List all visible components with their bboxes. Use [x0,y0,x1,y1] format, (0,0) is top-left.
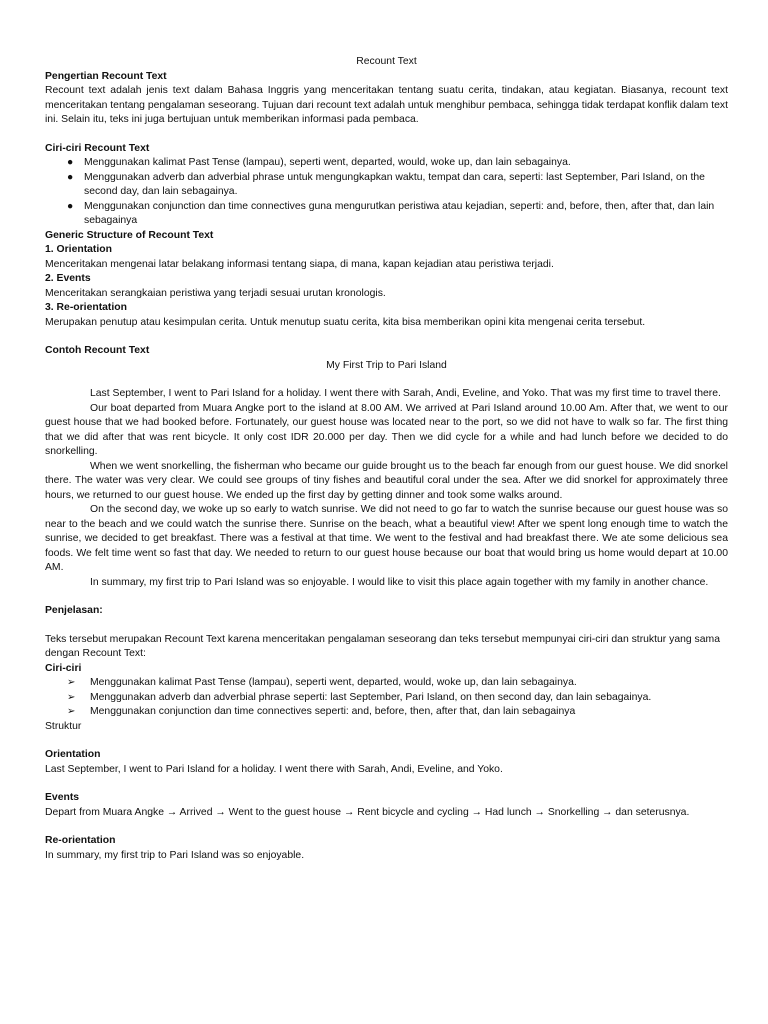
document-title: Recount Text [356,56,417,67]
list-item [45,200,728,229]
list-item-text: Menggunakan kalimat Past Tense (lampau), seperti went, departed, would, woke up, dan lain sebagainya. [84,157,571,168]
events-heading: Events [45,792,80,803]
penjelasan-ciri-list [45,676,728,720]
story-paragraph: On the second day, we woke up so early to watch sunrise. We did not need to go far to watch the sunrise because our guest house was so near to the beach and we could watch the sunrise there. Sunrise on the beach, what a beautiful view! After we spent long enough time to watch the sunrise, we decided to get breakfast. There was a festival at that time. We went to the festival and had breakfast there. We ate some delicious sea foods. We felt time went so fast that day. We needed to return to our guest house because our boat that would bring us home would depart at 10.00 AM. [45,504,728,573]
list-item-text: Menggunakan adverb dan adverbial phrase untuk mengungkapkan waktu, tempat dan cara, seperti: last September, Pari Island, on the second day, dan lain sebagainya. [84,171,705,197]
list-item-text: Menggunakan conjunction dan time connectives guna mengurutkan peristiwa atau kejadian, seperti: and, before, then, after that, dan lain sebagainya [84,200,715,226]
structure-label-events: 2. Events [45,273,91,284]
spacer [45,619,728,633]
story-paragraph: Our boat departed from Muara Angke port to the island at 8.00 AM. We arrived at Pari Island around 10.00 Am. After that, we went to our guest house that we had booked before. Fortunately, our guest house was located near to the port, so we did not have to walk so far. The first thing that we did after that was rent bicycle. It only cost IDR 20.000 per day. Then we did cycle for a while and had lunch before we decided to do snorkelling. [45,402,728,457]
bullet-icon: ● [67,171,74,183]
structure-text-events: Menceritakan serangkaian peristiwa yang terjadi sesuai urutan kronologis. [45,287,386,299]
list-item-text: Menggunakan adverb dan adverbial phrase seperti: last September, Pari Island, on then second day, dan lain sebagainya. [90,691,652,703]
contoh-heading: Contoh Recount Text [45,345,150,356]
list-item-text: Menggunakan kalimat Past Tense (lampau), seperti went, departed, would, woke up, dan lain sebagainya. [90,677,577,688]
ciri-heading: Ciri-ciri Recount Text [45,142,150,154]
story-paragraph: In summary, my first trip to Pari Island was so enjoyable. I would like to visit this place again together with my family in another chance. [90,576,709,588]
list-item [45,691,728,706]
spacer [45,373,728,387]
struktur-label: Struktur [45,720,82,732]
spacer [45,734,728,748]
ciri-list [45,156,728,229]
list-item-text: Menggunakan conjunction dan time connectives seperti: and, before, then, after that, dan lain sebagainya [90,706,576,717]
spacer [45,777,728,791]
arrow-bullet-icon: ➢ [67,691,76,703]
arrow-bullet-icon: ➢ [67,706,76,717]
spacer [45,820,728,834]
penjelasan-ciri-heading: Ciri-ciri [45,662,82,674]
spacer [45,128,728,142]
list-item [45,156,728,171]
spacer [45,590,728,604]
spacer [45,330,728,344]
story-paragraph: When we went snorkelling, the fisherman who became our guide brought us to the beach far enough from our guest house. We did snorkel there. The water was very clear. We could see groups of tiny fishes and beautiful coral under the sea. After we did snorkel for approximately three hours, we returned to our guest house. We ended up the first day by getting dinner and took some walks around. [45,460,728,501]
bullet-icon: ● [67,157,74,168]
story-paragraph: Last September, I went to Pari Island for a holiday. I went there with Sarah, Andi, Eveline, and Yoko. That was my first time to travel there. [90,388,721,399]
orientation-text: Last September, I went to Pari Island for a holiday. I went there with Sarah, Andi, Eveline, and Yoko. [45,763,503,775]
bullet-icon: ● [67,200,74,212]
pengertian-heading: Pengertian Recount Text [45,70,167,82]
structure-label-reorientation: 3. Re-orientation [45,302,127,313]
events-text: Depart from Muara Angke → Arrived → Went to the guest house → Rent bicycle and cycling → Had lunch → Snorkelling → dan seterusnya. [45,806,690,818]
structure-label-orientation: 1. Orientation [45,244,112,255]
structure-text-orientation: Menceritakan mengenai latar belakang informasi tentang siapa, di mana, kapan kejadian atau peristiwa terjadi. [45,258,554,270]
story-title: My First Trip to Pari Island [326,359,447,371]
list-item [45,676,728,691]
reorientation-text: In summary, my first trip to Pari Island was so enjoyable. [45,849,305,861]
penjelasan-heading: Penjelasan: [45,605,103,616]
penjelasan-intro: Teks tersebut merupakan Recount Text karena menceritakan pengalaman seseorang dan teks tersebut mempunyai ciri-ciri dan struktur yang sama dengan Recount Text: [45,633,720,659]
list-item [45,171,728,200]
pengertian-text: Recount text adalah jenis text dalam Bahasa Inggris yang menceritakan tentang suatu cerita, tindakan, atau kegiatan. Biasanya, recount text menceritakan tentang pengalaman seseorang. Tujuan dari recount text adalah untuk menghibur pembaca, sehingga tidak terdapat konflik dalam text ini. Selain itu, teks ini juga bertujuan untuk memberikan informasi pada pembaca. [45,85,728,125]
reorientation-heading: Re-orientation [45,835,116,846]
arrow-bullet-icon: ➢ [67,677,76,688]
list-item [45,705,728,720]
orientation-heading: Orientation [45,749,101,760]
structure-text-reorientation: Merupakan penutup atau kesimpulan cerita. Untuk menutup suatu cerita, kita bisa memberikan opini kita mengenai cerita tersebut. [45,316,646,328]
structure-heading: Generic Structure of Recount Text [45,229,214,241]
